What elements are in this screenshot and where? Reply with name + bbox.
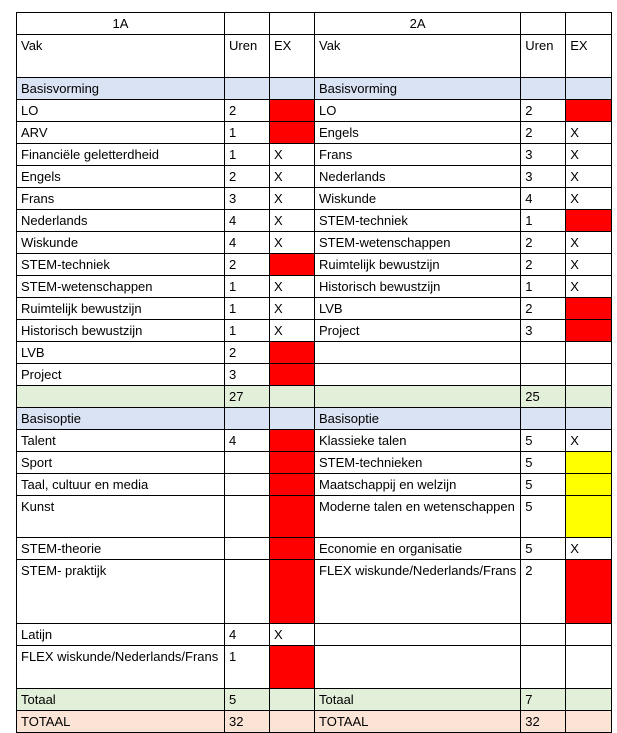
1a-ex-cell bbox=[270, 254, 315, 276]
1a-ex-cell bbox=[270, 430, 315, 452]
1a-vak-cell: Sport bbox=[17, 452, 225, 474]
2a-vak-cell: Ruimtelijk bewustzijn bbox=[315, 254, 521, 276]
2a-uren-cell: 1 bbox=[521, 276, 566, 298]
column-header-uren-2a: Uren bbox=[521, 35, 566, 78]
table-row bbox=[17, 342, 612, 364]
1a-uren-cell: 2 bbox=[225, 342, 270, 364]
2a-ex-cell: X bbox=[566, 276, 612, 298]
column-header-ex-2a: EX bbox=[566, 35, 612, 78]
2a-uren-cell: 4 bbox=[521, 188, 566, 210]
1a-uren-cell: 1 bbox=[225, 298, 270, 320]
1a-ex-cell bbox=[270, 342, 315, 364]
column-header-row bbox=[17, 35, 612, 78]
2a-vak-cell: TOTAAL bbox=[315, 711, 521, 733]
1a-uren-cell: 2 bbox=[225, 166, 270, 188]
2a-uren-cell: 5 bbox=[521, 538, 566, 560]
1a-vak-cell: LVB bbox=[17, 342, 225, 364]
table-row bbox=[17, 320, 612, 342]
2a-vak-cell bbox=[315, 386, 521, 408]
1a-ex-cell: X bbox=[270, 210, 315, 232]
1a-uren-cell bbox=[225, 538, 270, 560]
1a-uren-cell: 2 bbox=[225, 254, 270, 276]
2a-vak-cell: Engels bbox=[315, 122, 521, 144]
2a-ex-cell: X bbox=[566, 538, 612, 560]
1a-ex-cell bbox=[270, 408, 315, 430]
1a-vak-cell: STEM-wetenschappen bbox=[17, 276, 225, 298]
1a-uren-cell: 4 bbox=[225, 430, 270, 452]
2a-uren-cell bbox=[521, 624, 566, 646]
1a-ex-cell: X bbox=[270, 166, 315, 188]
1a-uren-cell: 5 bbox=[225, 689, 270, 711]
1a-uren-cell: 1 bbox=[225, 122, 270, 144]
1a-ex-cell: X bbox=[270, 320, 315, 342]
1a-vak-cell: Ruimtelijk bewustzijn bbox=[17, 298, 225, 320]
subtotal-row bbox=[17, 386, 612, 408]
column-header-vak-2a: Vak bbox=[315, 35, 521, 78]
2a-ex-cell bbox=[566, 100, 612, 122]
2a-uren-cell: 5 bbox=[521, 430, 566, 452]
1a-uren-cell: 27 bbox=[225, 386, 270, 408]
1a-uren-cell: 2 bbox=[225, 100, 270, 122]
2a-uren-cell bbox=[521, 78, 566, 100]
2a-ex-cell bbox=[566, 711, 612, 733]
2a-vak-cell: Basisoptie bbox=[315, 408, 521, 430]
table-row bbox=[17, 298, 612, 320]
table-row bbox=[17, 538, 612, 560]
class-header-1a-empty-ex bbox=[270, 13, 315, 35]
2a-uren-cell: 3 bbox=[521, 320, 566, 342]
section-row bbox=[17, 78, 612, 100]
1a-uren-cell: 1 bbox=[225, 276, 270, 298]
1a-vak-cell: Basisoptie bbox=[17, 408, 225, 430]
table-row bbox=[17, 624, 612, 646]
2a-uren-cell: 2 bbox=[521, 100, 566, 122]
1a-uren-cell: 3 bbox=[225, 364, 270, 386]
1a-uren-cell: 4 bbox=[225, 210, 270, 232]
1a-ex-cell bbox=[270, 78, 315, 100]
1a-vak-cell: Engels bbox=[17, 166, 225, 188]
2a-ex-cell: X bbox=[566, 122, 612, 144]
1a-ex-cell: X bbox=[270, 232, 315, 254]
2a-uren-cell: 5 bbox=[521, 474, 566, 496]
2a-ex-cell bbox=[566, 624, 612, 646]
table-row bbox=[17, 232, 612, 254]
table-row bbox=[17, 188, 612, 210]
1a-vak-cell: FLEX wiskunde/Nederlands/Frans bbox=[17, 646, 225, 689]
2a-ex-cell bbox=[566, 452, 612, 474]
1a-uren-cell: 1 bbox=[225, 144, 270, 166]
2a-uren-cell bbox=[521, 364, 566, 386]
table-row bbox=[17, 276, 612, 298]
1a-uren-cell bbox=[225, 560, 270, 624]
column-header-vak-1a: Vak bbox=[17, 35, 225, 78]
table-row bbox=[17, 452, 612, 474]
1a-ex-cell bbox=[270, 538, 315, 560]
table-row bbox=[17, 364, 612, 386]
1a-uren-cell: 4 bbox=[225, 624, 270, 646]
column-header-ex-1a: EX bbox=[270, 35, 315, 78]
2a-ex-cell bbox=[566, 298, 612, 320]
2a-uren-cell: 7 bbox=[521, 689, 566, 711]
1a-uren-cell: 1 bbox=[225, 646, 270, 689]
2a-vak-cell: Frans bbox=[315, 144, 521, 166]
2a-vak-cell: Moderne talen en wetenschappen bbox=[315, 496, 521, 538]
table-row bbox=[17, 166, 612, 188]
1a-ex-cell bbox=[270, 496, 315, 538]
1a-vak-cell: Kunst bbox=[17, 496, 225, 538]
2a-vak-cell: Nederlands bbox=[315, 166, 521, 188]
2a-uren-cell: 5 bbox=[521, 496, 566, 538]
1a-uren-cell bbox=[225, 496, 270, 538]
2a-uren-cell bbox=[521, 646, 566, 689]
2a-vak-cell bbox=[315, 364, 521, 386]
1a-vak-cell: Project bbox=[17, 364, 225, 386]
1a-vak-cell: Frans bbox=[17, 188, 225, 210]
curriculum-table bbox=[16, 12, 612, 733]
table-row bbox=[17, 100, 612, 122]
column-header-uren-1a: Uren bbox=[225, 35, 270, 78]
2a-vak-cell bbox=[315, 624, 521, 646]
class-header-2a-empty-ex bbox=[566, 13, 612, 35]
1a-ex-cell bbox=[270, 122, 315, 144]
class-header-1a-empty-uren bbox=[225, 13, 270, 35]
table-row bbox=[17, 646, 612, 689]
2a-ex-cell bbox=[566, 646, 612, 689]
1a-ex-cell bbox=[270, 646, 315, 689]
2a-ex-cell bbox=[566, 560, 612, 624]
table-row bbox=[17, 144, 612, 166]
2a-vak-cell: STEM-technieken bbox=[315, 452, 521, 474]
1a-vak-cell: STEM- praktijk bbox=[17, 560, 225, 624]
2a-uren-cell: 2 bbox=[521, 254, 566, 276]
2a-uren-cell: 3 bbox=[521, 144, 566, 166]
class-header-1a: 1A bbox=[17, 13, 225, 35]
total-row bbox=[17, 689, 612, 711]
1a-uren-cell bbox=[225, 474, 270, 496]
1a-uren-cell: 4 bbox=[225, 232, 270, 254]
1a-vak-cell: Totaal bbox=[17, 689, 225, 711]
2a-uren-cell: 1 bbox=[521, 210, 566, 232]
2a-vak-cell: Economie en organisatie bbox=[315, 538, 521, 560]
2a-uren-cell: 25 bbox=[521, 386, 566, 408]
1a-vak-cell: Basisvorming bbox=[17, 78, 225, 100]
2a-vak-cell: STEM-wetenschappen bbox=[315, 232, 521, 254]
2a-uren-cell: 2 bbox=[521, 122, 566, 144]
1a-vak-cell bbox=[17, 386, 225, 408]
1a-uren-cell: 32 bbox=[225, 711, 270, 733]
1a-uren-cell bbox=[225, 452, 270, 474]
1a-ex-cell bbox=[270, 386, 315, 408]
section-row bbox=[17, 408, 612, 430]
1a-uren-cell: 3 bbox=[225, 188, 270, 210]
2a-vak-cell: Historisch bewustzijn bbox=[315, 276, 521, 298]
2a-ex-cell bbox=[566, 342, 612, 364]
2a-vak-cell: LO bbox=[315, 100, 521, 122]
1a-vak-cell: Taal, cultuur en media bbox=[17, 474, 225, 496]
table-row bbox=[17, 430, 612, 452]
2a-ex-cell bbox=[566, 474, 612, 496]
2a-uren-cell bbox=[521, 342, 566, 364]
1a-uren-cell bbox=[225, 408, 270, 430]
2a-uren-cell: 5 bbox=[521, 452, 566, 474]
1a-vak-cell: STEM-theorie bbox=[17, 538, 225, 560]
2a-vak-cell: Wiskunde bbox=[315, 188, 521, 210]
2a-vak-cell: Klassieke talen bbox=[315, 430, 521, 452]
2a-ex-cell bbox=[566, 78, 612, 100]
1a-ex-cell bbox=[270, 364, 315, 386]
2a-ex-cell: X bbox=[566, 188, 612, 210]
table-row bbox=[17, 474, 612, 496]
1a-ex-cell bbox=[270, 689, 315, 711]
1a-uren-cell bbox=[225, 78, 270, 100]
1a-vak-cell: Latijn bbox=[17, 624, 225, 646]
1a-vak-cell: LO bbox=[17, 100, 225, 122]
1a-ex-cell bbox=[270, 474, 315, 496]
1a-vak-cell: Wiskunde bbox=[17, 232, 225, 254]
2a-ex-cell bbox=[566, 210, 612, 232]
1a-ex-cell: X bbox=[270, 624, 315, 646]
table-row bbox=[17, 496, 612, 538]
1a-vak-cell: TOTAAL bbox=[17, 711, 225, 733]
2a-vak-cell bbox=[315, 646, 521, 689]
2a-vak-cell: Project bbox=[315, 320, 521, 342]
2a-ex-cell bbox=[566, 364, 612, 386]
2a-uren-cell: 2 bbox=[521, 232, 566, 254]
1a-vak-cell: STEM-techniek bbox=[17, 254, 225, 276]
2a-ex-cell: X bbox=[566, 166, 612, 188]
2a-uren-cell: 2 bbox=[521, 298, 566, 320]
1a-ex-cell: X bbox=[270, 298, 315, 320]
class-header-row bbox=[17, 13, 612, 35]
1a-ex-cell bbox=[270, 100, 315, 122]
2a-vak-cell: Maatschappij en welzijn bbox=[315, 474, 521, 496]
2a-uren-cell: 32 bbox=[521, 711, 566, 733]
2a-vak-cell: LVB bbox=[315, 298, 521, 320]
2a-uren-cell bbox=[521, 408, 566, 430]
2a-ex-cell bbox=[566, 689, 612, 711]
table-row bbox=[17, 254, 612, 276]
2a-uren-cell: 3 bbox=[521, 166, 566, 188]
table-row bbox=[17, 560, 612, 624]
1a-vak-cell: Talent bbox=[17, 430, 225, 452]
1a-uren-cell: 1 bbox=[225, 320, 270, 342]
1a-ex-cell: X bbox=[270, 276, 315, 298]
2a-ex-cell: X bbox=[566, 254, 612, 276]
1a-vak-cell: Nederlands bbox=[17, 210, 225, 232]
table-row bbox=[17, 122, 612, 144]
2a-ex-cell bbox=[566, 386, 612, 408]
table-row bbox=[17, 210, 612, 232]
1a-vak-cell: ARV bbox=[17, 122, 225, 144]
2a-ex-cell bbox=[566, 320, 612, 342]
1a-ex-cell bbox=[270, 711, 315, 733]
grand-total-row bbox=[17, 711, 612, 733]
class-header-2a: 2A bbox=[315, 13, 521, 35]
2a-ex-cell: X bbox=[566, 232, 612, 254]
1a-ex-cell bbox=[270, 560, 315, 624]
2a-ex-cell bbox=[566, 408, 612, 430]
2a-uren-cell: 2 bbox=[521, 560, 566, 624]
1a-vak-cell: Financiële geletterdheid bbox=[17, 144, 225, 166]
2a-vak-cell bbox=[315, 342, 521, 364]
class-header-2a-empty-uren bbox=[521, 13, 566, 35]
2a-vak-cell: Totaal bbox=[315, 689, 521, 711]
2a-ex-cell: X bbox=[566, 144, 612, 166]
2a-vak-cell: FLEX wiskunde/Nederlands/Frans bbox=[315, 560, 521, 624]
1a-ex-cell: X bbox=[270, 188, 315, 210]
1a-ex-cell: X bbox=[270, 144, 315, 166]
2a-vak-cell: STEM-techniek bbox=[315, 210, 521, 232]
2a-ex-cell: X bbox=[566, 430, 612, 452]
2a-ex-cell bbox=[566, 496, 612, 538]
1a-vak-cell: Historisch bewustzijn bbox=[17, 320, 225, 342]
2a-vak-cell: Basisvorming bbox=[315, 78, 521, 100]
1a-ex-cell bbox=[270, 452, 315, 474]
